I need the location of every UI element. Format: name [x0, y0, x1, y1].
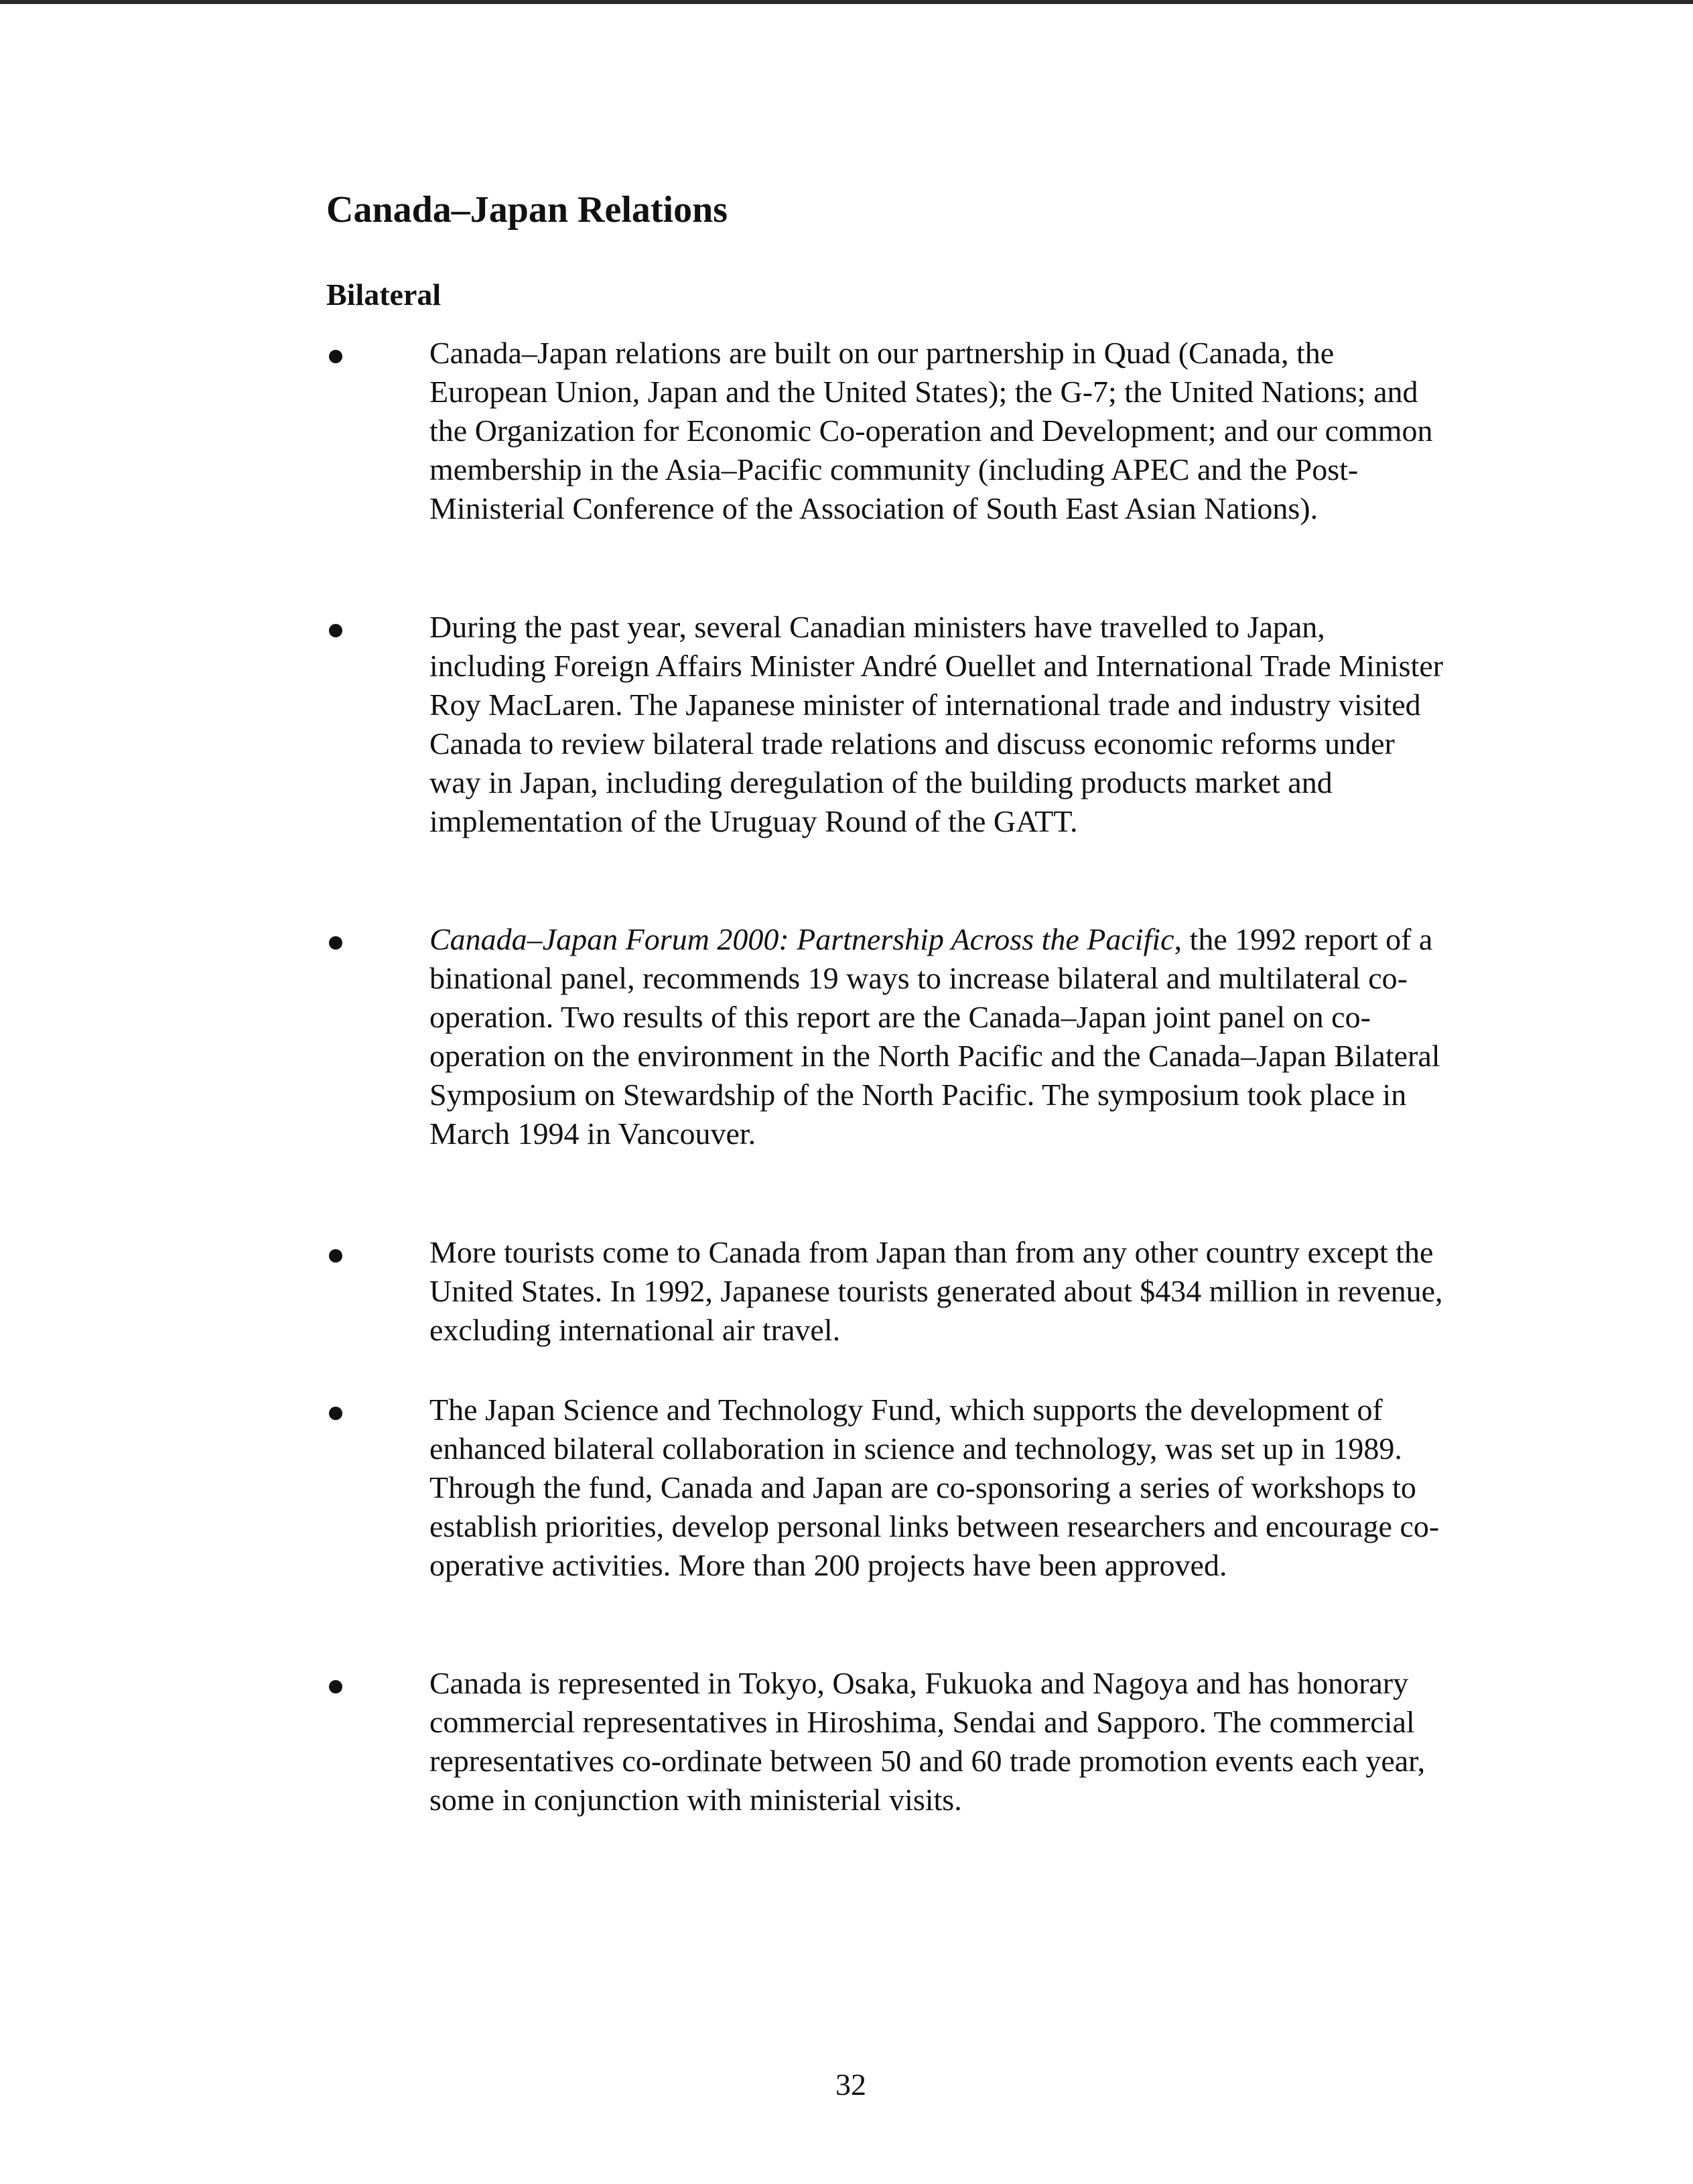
bullet-icon: [329, 1249, 342, 1263]
bullet-text: Canada is represented in Tokyo, Osaka, Fukuoka and Nagoya and has honorary commercial representatives in Hiroshima, Sendai and Sapporo. The commercial representatives co-ordinate between 50 and 60 trade promotion events each year, some in conjunction with ministerial visits.: [429, 1666, 1426, 1817]
bullet-text: , the 1992 report of a binational panel, recommends 19 ways to increase bilateral and multilateral co-operation. Two results of this report are the Canada–Japan joint panel on co-operation on the environment in the North Pacific and the Canada–Japan Bilateral Symposium on Stewardship of the North Pacific. The symposium took place in March 1994 in Vancouver.: [429, 922, 1440, 1151]
bullet-text: More tourists come to Canada from Japan than from any other country except the United States. In 1992, Japanese tourists generated about $434 million in revenue, excluding international air travel.: [429, 1235, 1443, 1347]
bullet-icon: [329, 936, 342, 950]
report-title: Canada–Japan Forum 2000: Partnership Across the Pacific: [429, 922, 1174, 956]
bullet-icon: [329, 624, 342, 637]
bullet-text: Canada–Japan relations are built on our partnership in Quad (Canada, the European Union, Japan and the United States); the G-7; the United Nations; and the Organization for Economic Co-operation and Development; and our common membership in the Asia–Pacific community (including APEC and the Post-Ministerial Conference of the Association of South East Asian Nations).: [429, 336, 1433, 525]
page-number: 32: [835, 2067, 866, 2102]
bullet-text: During the past year, several Canadian ministers have travelled to Japan, including Foreign Affairs Minister André Ouellet and International Trade Minister Roy MacLaren. The Japanese minister of international trade and industry visited Canada to review bilateral trade relations and discuss economic reforms under way in Japan, including deregulation of the building products market and implementation of the Uruguay Round of the GATT.: [429, 610, 1444, 838]
bullet-icon: [329, 1680, 342, 1693]
section-heading: Bilateral: [326, 277, 442, 312]
bullet-text: The Japan Science and Technology Fund, which supports the development of enhanced bilateral collaboration in science and technology, was set up in 1989. Through the fund, Canada and Japan are co-sponsoring a series of workshops to establish priorities, develop personal links between researchers and encourage co-operative activities. More than 200 projects have been approved.: [429, 1393, 1440, 1582]
page-title: Canada–Japan Relations: [326, 189, 728, 231]
bullet-icon: [329, 1407, 342, 1420]
bullet-paragraph: [429, 920, 1448, 1153]
bullet-icon: [329, 350, 342, 363]
